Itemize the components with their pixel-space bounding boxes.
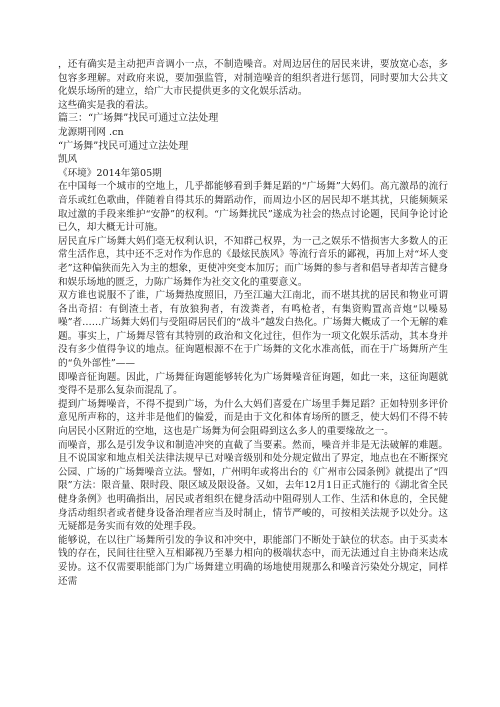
article-title: “广场舞”找民可通过立法处理 xyxy=(58,140,189,152)
paragraph-authorities: 能够说，在以往广场舞所引发的争议和冲突中，职能部门不断处于缺位的状态。由于买卖本钱的存在，民间往往壁入互相鄙视乃至暴力相向的极端状态中，而无法通过自主协商来达成妥协。这不仅需要职能部门为广场舞建立明确的场地使用规那么和噪音污染处分规定，同样还需 xyxy=(58,534,448,587)
paragraph-residents: 居民直斥广场舞大妈们毫无权利认识，不知群己权界，为一己之娱乐不惜损害大多数人的正常生活作息，其中还不乏对作为作息的《最炫民族风》等流行音乐的鄙视，再加上对“坏人变老”这种偏狭而先入为主的想象，更使冲突变本加厉；而广场舞的参与者和倡导者却苦言健身和娱乐场地的匮乏，力陈广场舞作为社交文化的重要意义。 xyxy=(58,235,448,288)
paragraph-conflict: 双方谁也说服不了谁，广场舞热度照旧，乃至江遍大江南北，而不堪其扰的居民和物业可谓各出奇招：有倒渣土者，有放狼狗者，有泼粪者，有鸣枪者，有集资购置高音炮“以噪易噪”者……广场舞大妈们与受阻碍居民们的“战斗”越发白热化。广场舞大概成了一个无解的难题。事实上，广场舞尽管有其特别的政治和文化过往，但作为一项文化娱乐活动，其本身并没有多少值得争议的地点。征询题根源不在于广场舞的文化水准高低，而在于广场舞所产生的“负外部性”—— xyxy=(58,290,448,370)
paragraph-opinion: 这些确实是我的看法。 xyxy=(58,99,154,111)
paragraph-closing-remarks: ，还有确实是主动把声音调小一点，不制造噪音。对周边居住的居民来讲，要放宽心态，多包容多理解。对政府来说，要加强监管，对制造噪音的组织者进行惩罚，同时要加大公共文化娱乐场所的建立，给广大市民提供更多的文化娱乐活动。 xyxy=(58,59,448,98)
paragraph-noise-issue: 即噪音征询题。因此，广场舞征询题能够转化为广场舞噪音征询题，如此一来，这征询题就变得不是那么复杂而混乱了。 xyxy=(58,371,448,397)
journal-issue: 《环境》2014年第05期 xyxy=(58,167,162,179)
paragraph-intro: 在中国每一个城市的空地上，几乎都能够看到手舞足蹈的“广场舞”大妈们。高亢激昂的流行音乐或红色歌曲，伴随着自得其乐的舞蹈动作，而周边小区的居民却不堪其扰，只能频频采取过激的手段来维护“安静”的权利。“广场舞扰民”遂成为社会的热点讨论题，民间争论讨论已久，却大概无计可施。 xyxy=(58,181,448,234)
author: 凯风 xyxy=(58,154,78,166)
section-heading: 篇三：“广场舞”找民可通过立法处理 xyxy=(58,113,219,125)
paragraph-square: 提到广场舞噪音，不得不提到广场，为什么大妈们喜爱在广场里手舞足蹈？正如特别多评价意见所声称的，这并非是他们的偏爱，而是由于文化和体育场所的匮乏，使大妈们不得不转向居民小区附近的空地，这也是广场舞为何会阻碍到这么多人的重要缘故之一。 xyxy=(58,398,448,438)
paragraph-legislation: 而噪音，那么是引发争议和制造冲突的直截了当要素。然而，噪音并非是无法破解的难题。且不说国家和地点相关法律法规早已对噪音级别和处分规定做出了界定，地点也在不断探究公园、广场的广场舞噪音立法。譬如，广州明年或将出台的《广州市公园条例》就提出了“四限”方法：限音量、限时段、限区域及限设备。又如，去年12月1日正式施行的《湖北省全民健身条例》也明确指出，居民或者组织在健身活动中阻碍别人工作、生活和休息的，全民健身活动组织者或者健身设备治理者应当及时制止，情节严峻的，可按相关法规予以处分。这无疑都是务实而有效的处理手段。 xyxy=(58,439,448,533)
source-site: 龙源期刊网 .cn xyxy=(58,126,124,138)
